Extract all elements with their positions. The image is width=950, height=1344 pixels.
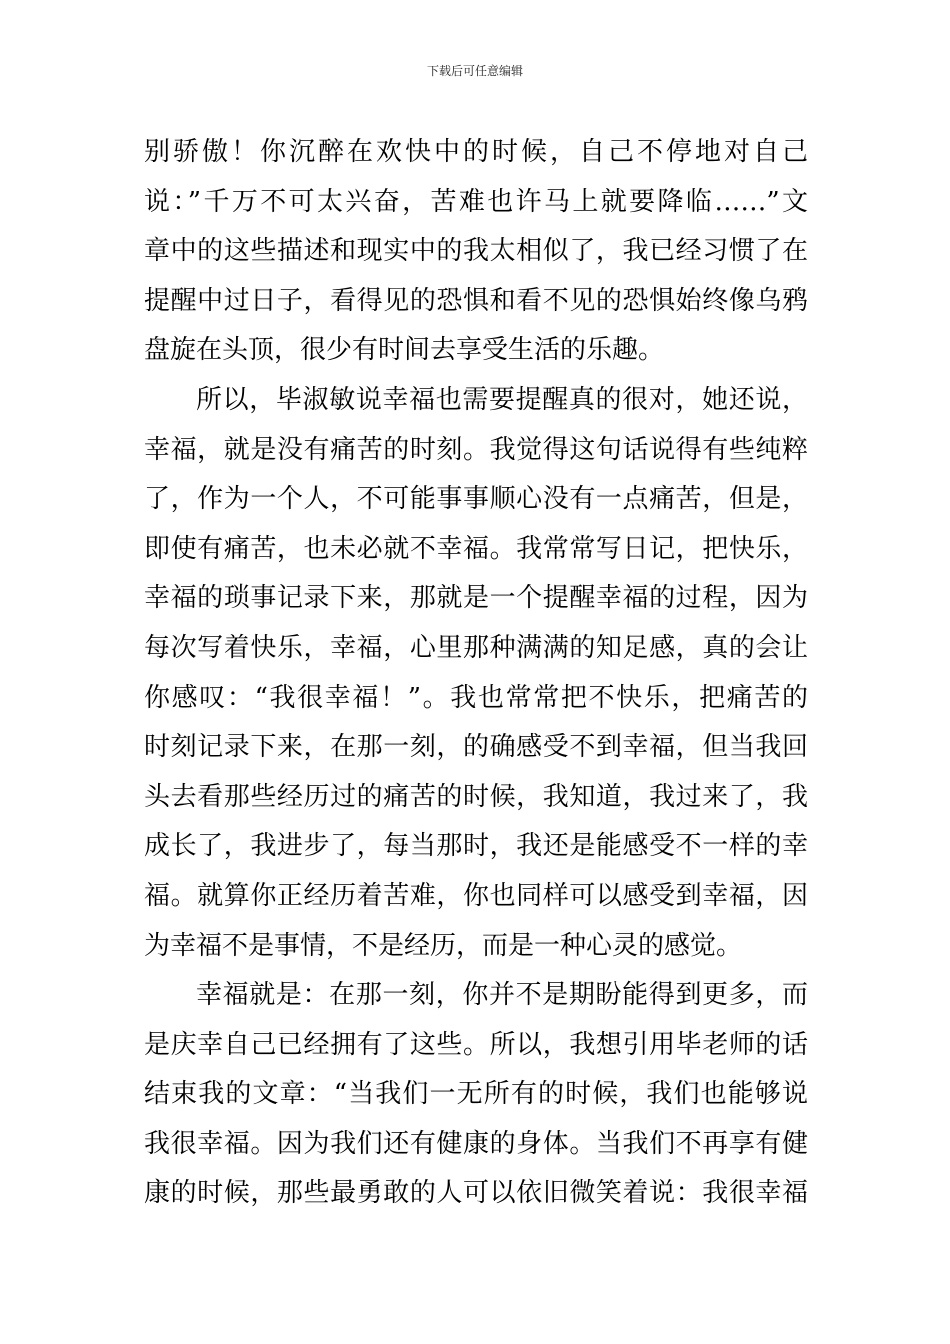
text-line: 康的时候，那些最勇敢的人可以依旧微笑着说：我很幸福 bbox=[144, 1178, 808, 1209]
text-line: 我很幸福。因为我们还有健康的身体。当我们不再享有健 bbox=[144, 1128, 808, 1159]
text-line: 你感叹：“我很幸福！”。我也常常把不快乐，把痛苦的 bbox=[144, 682, 808, 713]
text-line: 幸福，就是没有痛苦的时刻。我觉得这句话说得有些纯粹 bbox=[144, 434, 808, 465]
text-line: 别骄傲！你沉醉在欢快中的时候，自己不停地对自己 bbox=[144, 137, 808, 167]
text-line: 福。就算你正经历着苦难，你也同样可以感受到幸福，因 bbox=[144, 880, 808, 911]
text-line: 幸福就是：在那一刻，你并不是期盼能得到更多，而 bbox=[196, 980, 808, 1011]
text-line: 提醒中过日子，看得见的恐惧和看不见的恐惧始终像乌鸦 bbox=[144, 285, 808, 316]
text-line: 每次写着快乐，幸福，心里那种满满的知足感，真的会让 bbox=[144, 632, 808, 663]
text-line: 了，作为一个人，不可能事事顺心没有一点痛苦，但是， bbox=[144, 484, 808, 515]
text-line: 成长了，我进步了，每当那时，我还是能感受不一样的幸 bbox=[144, 831, 808, 862]
text-line: 即使有痛苦，也未必就不幸福。我常常写日记，把快乐， bbox=[144, 533, 808, 564]
text-line: 头去看那些经历过的痛苦的时候，我知道，我过来了，我 bbox=[144, 781, 808, 812]
text-line: 章中的这些描述和现实中的我太相似了，我已经习惯了在 bbox=[144, 236, 808, 267]
text-line: 盘旋在头顶，很少有时间去享受生活的乐趣。 bbox=[144, 335, 665, 366]
text-line: 说：”千万不可太兴奋，苦难也许马上就要降临……”文 bbox=[144, 186, 808, 217]
text-line: 时刻记录下来，在那一刻，的确感受不到幸福，但当我回 bbox=[144, 732, 808, 763]
page-header: 下载后可任意编辑 bbox=[426, 64, 523, 78]
text-line: 是庆幸自己已经拥有了这些。所以，我想引用毕老师的话 bbox=[144, 1029, 808, 1060]
text-line: 为幸福不是事情，不是经历，而是一种心灵的感觉。 bbox=[144, 930, 743, 961]
text-line: 幸福的琐事记录下来，那就是一个提醒幸福的过程，因为 bbox=[144, 583, 808, 614]
text-line: 结束我的文章：“当我们一无所有的时候，我们也能够说 bbox=[144, 1079, 808, 1110]
text-line: 所以，毕淑敏说幸福也需要提醒真的很对，她还说， bbox=[196, 384, 808, 415]
document-body bbox=[144, 128, 808, 1219]
